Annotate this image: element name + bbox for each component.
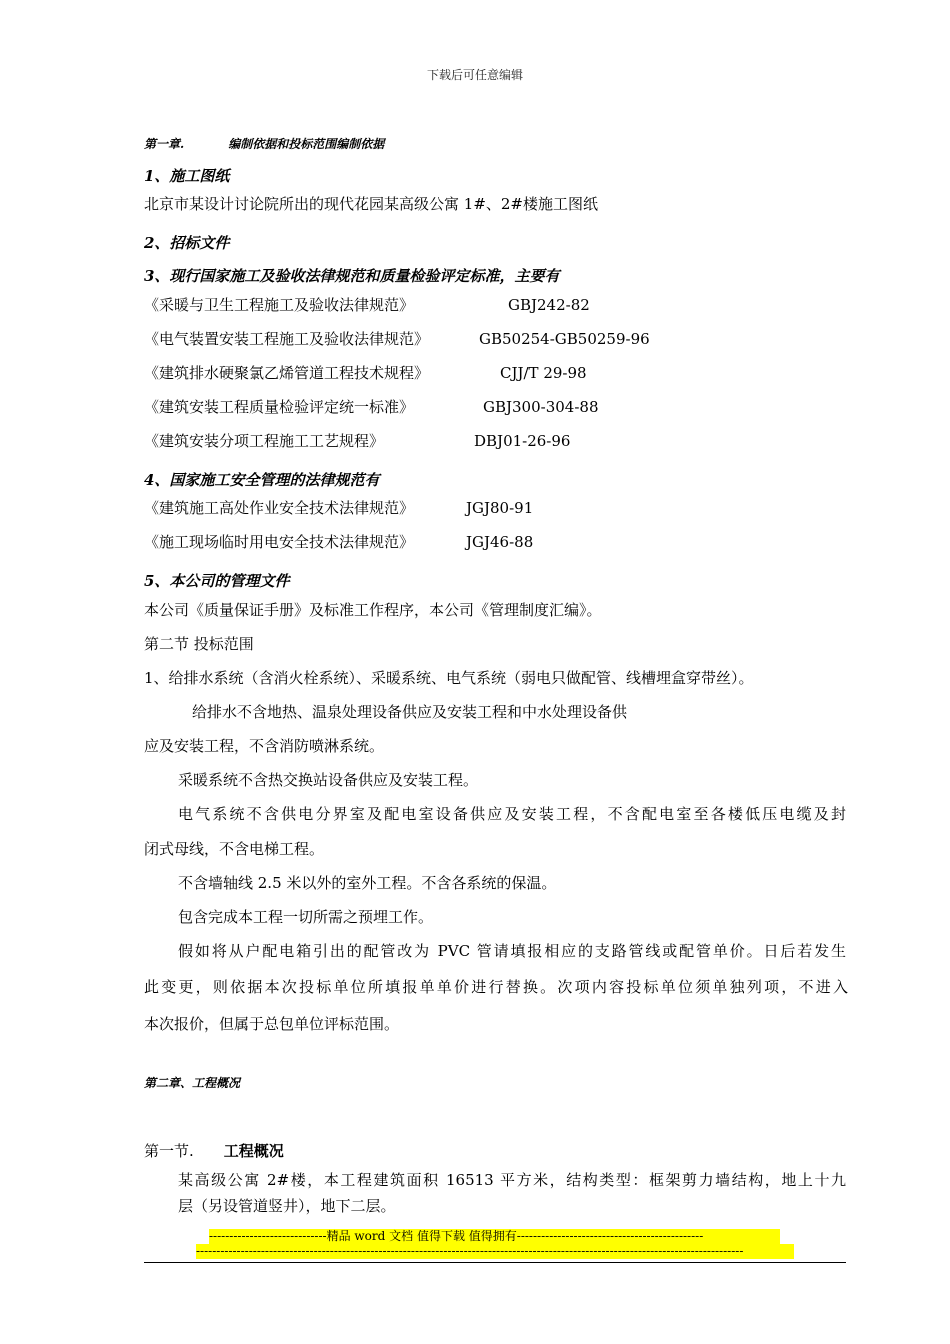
standard-row: [144, 295, 590, 315]
footer-rule: [144, 1262, 846, 1263]
section-1-heading: 1、施工图纸: [144, 167, 230, 185]
paragraph: 某高级公寓 2#楼，本工程建筑面积 16513 平方米，结构类型：框架剪力墙结构，地上十九: [178, 1171, 846, 1189]
standard-name: 《建筑施工高处作业安全技术法律规范》: [144, 499, 415, 517]
chapter-1-heading: [144, 134, 384, 154]
standard-name: 《建筑安装分项工程施工工艺规程》: [144, 432, 385, 450]
standard-row: [144, 431, 571, 451]
paragraph: 此变更，则依据本次投标单位所填报单单价进行替换。次项内容投标单位须单独列项，不进入: [144, 978, 848, 996]
section-5-text: 本公司《质量保证手册》及标准工作程序，本公司《管理制度汇编》。: [144, 601, 602, 619]
section-2-1-label: 第一节.: [144, 1142, 194, 1160]
paragraph: 包含完成本工程一切所需之预埋工作。: [178, 908, 434, 926]
paragraph: 本次报价，但属于总包单位评标范围。: [144, 1015, 400, 1033]
section-3-heading: 3、现行国家施工及验收法律规范和质量检验评定标准，主要有: [144, 267, 560, 285]
standard-row: [144, 397, 599, 417]
paragraph: 假如将从户配电箱引出的配管改为 PVC 管请填报相应的支路管线或配管单价。日后若发生: [178, 942, 846, 960]
section-2-title: 第二节 投标范围: [144, 635, 254, 653]
chapter-1-label: 第一章.: [144, 137, 185, 151]
standard-name: 《施工现场临时用电安全技术法律规范》: [144, 533, 415, 551]
section-5-heading: 5、本公司的管理文件: [144, 572, 290, 590]
standard-code: GB50254-GB50259-96: [479, 330, 650, 348]
section-4-heading: 4、国家施工安全管理的法律规范有: [144, 471, 380, 489]
chapter-1-title: 编制依据和投标范围编制依据: [228, 137, 385, 151]
standard-row: [144, 329, 650, 349]
standard-name: 《电气装置安装工程施工及验收法律规范》: [144, 330, 430, 348]
standard-code: CJJ/T 29-98: [500, 364, 587, 382]
paragraph: 应及安装工程，不含消防喷淋系统。: [144, 737, 385, 755]
page-header: 下载后可任意编辑: [426, 68, 523, 82]
section-2-heading: 2、招标文件: [144, 234, 230, 252]
standard-code: DBJ01-26-96: [474, 432, 571, 450]
standard-row: [144, 498, 534, 518]
standard-name: 《建筑排水硬聚氯乙烯管道工程技术规程》: [144, 364, 430, 382]
standard-code: JGJ46-88: [466, 533, 534, 551]
paragraph: 不含墙轴线 2.5 米以外的室外工程。不含各系统的保温。: [178, 874, 557, 892]
standard-code: GBJ300-304-88: [483, 398, 599, 416]
standard-row: [144, 363, 587, 383]
paragraph: 闭式母线，不含电梯工程。: [144, 840, 325, 858]
section-1-text: 北京市某设计讨论院所出的现代花园某高级公寓 1#、2#楼施工图纸: [144, 195, 598, 213]
paragraph: 给排水不含地热、温泉处理设备供应及安装工程和中水处理设备供: [192, 703, 628, 721]
paragraph: 电气系统不含供电分界室及配电室设备供应及安装工程，不含配电室至各楼低压电缆及封: [178, 805, 846, 823]
paragraph: 层（另设管道竖井），地下二层。: [178, 1197, 396, 1215]
chapter-2-heading: 第二章、工程概况: [144, 1076, 241, 1090]
footer-banner-line-2: ---------------------------------------------------------------------------------------------------------------------------------------: [196, 1244, 794, 1259]
section-2-1-title: 工程概况: [223, 1142, 284, 1160]
standard-code: GBJ242-82: [508, 296, 590, 314]
paragraph: 采暖系统不含热交换站设备供应及安装工程。: [178, 771, 479, 789]
standard-row: [144, 532, 534, 552]
section-2-1-heading: [144, 1141, 284, 1161]
standard-code: JGJ80-91: [466, 499, 534, 517]
footer-banner-line-1: -----------------------------精品 word 文档 值得下载 值得拥有----------------------------------------------: [209, 1229, 780, 1244]
paragraph: 1、给排水系统（含消火栓系统）、采暖系统、电气系统（弱电只做配管、线槽埋盒穿带丝）。: [144, 669, 754, 687]
standard-name: 《建筑安装工程质量检验评定统一标准》: [144, 398, 415, 416]
standard-name: 《采暖与卫生工程施工及验收法律规范》: [144, 296, 415, 314]
